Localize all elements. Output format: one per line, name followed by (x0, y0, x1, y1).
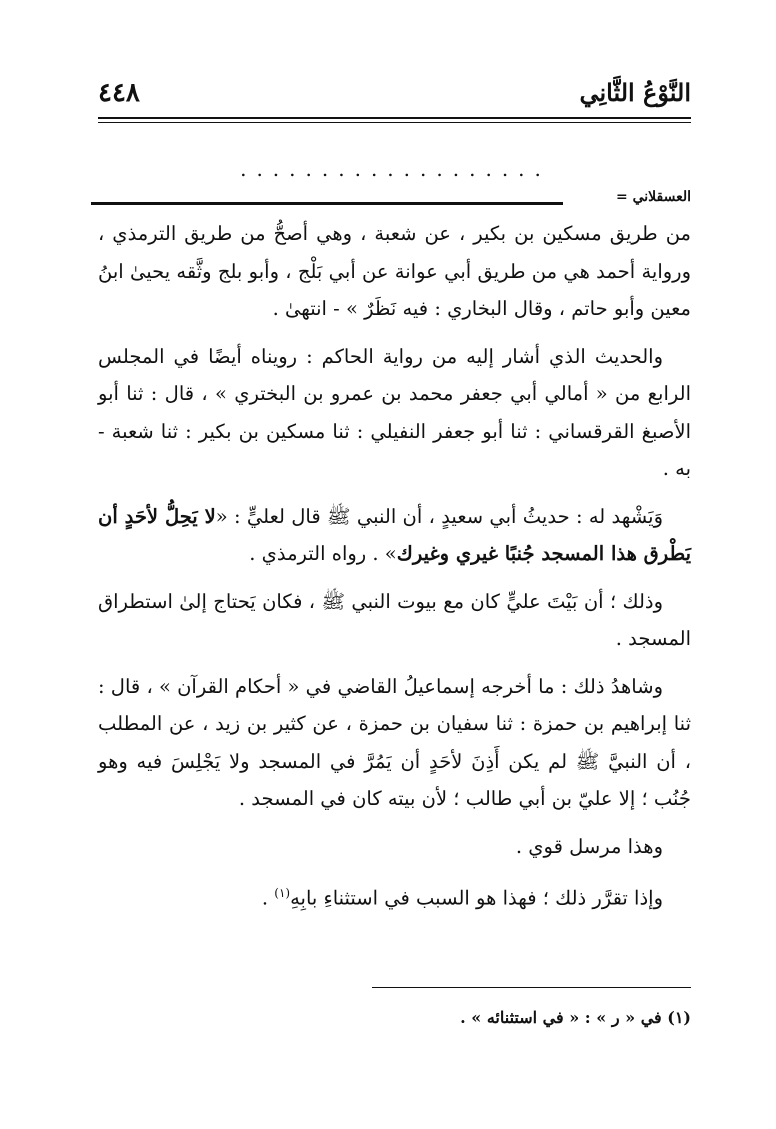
paragraph-last (98, 875, 691, 917)
footnote-marker: (١) (274, 886, 291, 900)
paragraph: وشاهدُ ذلك : ما أخرجه إسماعيلُ القاضي في « أحكام القرآن » ، قال : ثنا إبراهيم بن حمزة : ثنا سفيان بن حمزة ، عن كثير بن زيد ، عن المطلب ، أن النبيَّ ﷺ لم يكن أَذِنَ لأحَدٍ أن يَمُرَّ في المسجد ولا يَجْلِسَ فيه وهو جُنُب ؛ إلا عليّ بن أبي طالب ؛ لأن بيته كان في المسجد . (98, 674, 691, 810)
witness-lead: وَيَشْهد له : حديثُ أبي سعيدٍ ، أن النبي ﷺ قال لعليٍّ : « (215, 504, 664, 528)
last-paragraph-end: . (261, 886, 275, 910)
page-number: ٤٤٨ (98, 78, 140, 108)
footnote-rule (372, 987, 691, 988)
paragraph: وذلك ؛ أن بَيْتَ عليٍّ كان مع بيوت النبي ﷺ ، فكان يَحتاج إلىٰ استطراق المسجد . (98, 589, 691, 650)
paragraph: وهذا مرسل قوي . (515, 834, 663, 858)
header-rule-thin (98, 122, 691, 123)
running-header (98, 78, 691, 112)
continuation-line (91, 202, 563, 205)
continuation-marker (91, 189, 691, 211)
continuation-label: العسقلاني = (615, 189, 691, 205)
header-rule (98, 117, 691, 119)
paragraph: والحديث الذي أشار إليه من رواية الحاكم : رويناه أيضًا في المجلس الرابع من « أمالي أبي جعفر محمد بن عمرو بن البختري » ، قال : ثنا أبو الأصبغ القرقساني : ثنا أبو جعفر النفيلي : ثنا مسكين بن بكير : ثنا شعبة - به . (98, 344, 691, 480)
hadith-quote: لا يَحِلُّ لأحَدٍ أن يَطْرق هذا المسجد جُنبًا غيري وغيرك (98, 504, 691, 565)
chapter-title: النَّوْعُ الثَّانِي (579, 78, 691, 107)
last-paragraph-text: وإذا تقرَّر ذلك ؛ فهذا هو السبب في استثناءِ بابِهِ (290, 886, 663, 910)
main-text (98, 215, 691, 927)
witness-tail: » . رواه الترمذي . (249, 542, 397, 565)
footnote: (١) في « ر » : « في استثنائه » . (460, 1008, 691, 1027)
dotted-separator: ................... (240, 163, 551, 177)
paragraph-witness (98, 498, 691, 573)
paragraph: من طريق مسكين بن بكير ، عن شعبة ، وهي أصحُّ من طريق الترمذي ، ورواية أحمد هي من طريق أبي عوانة عن أبي بَلْج ، وأبو بلج وثَّقه يحيىٰ ابنُ معين وأبو حاتم ، وقال البخاري : فيه نَظَرٌ » - انتهىٰ . (98, 222, 691, 320)
